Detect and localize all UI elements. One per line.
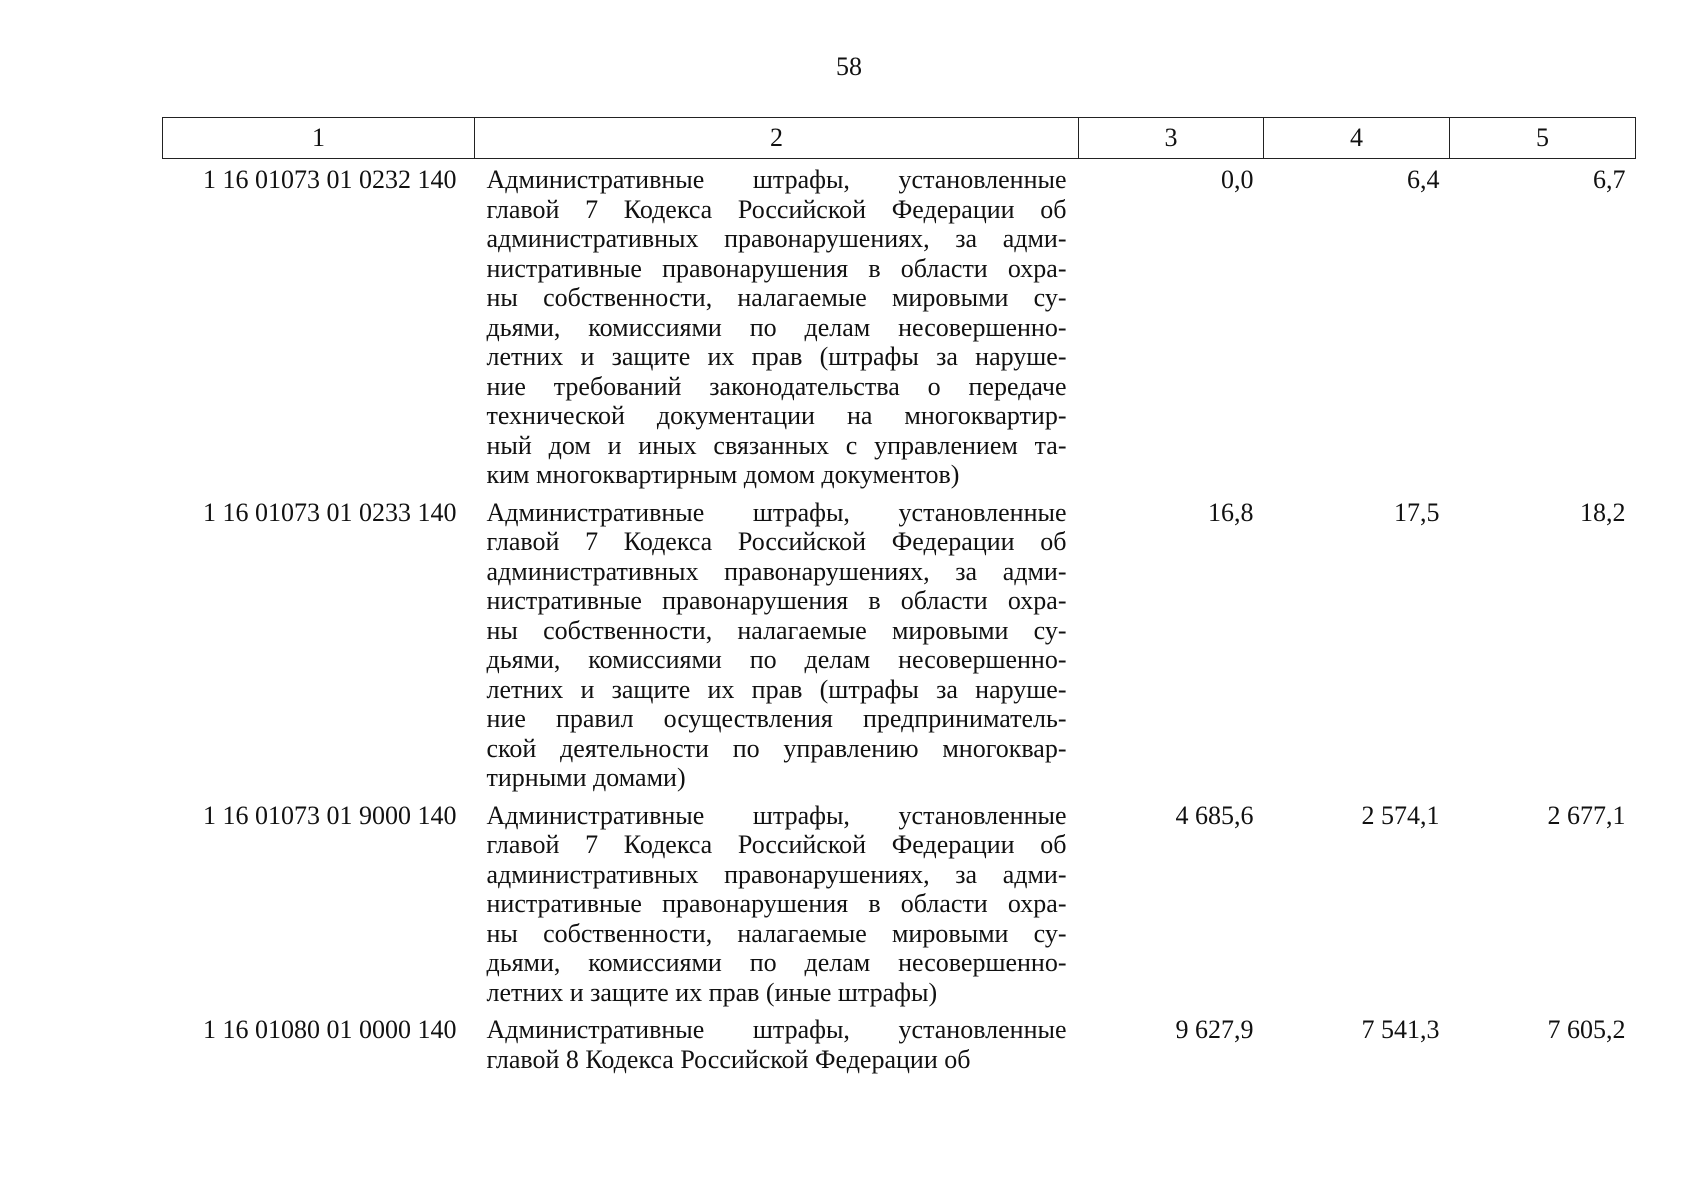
amount-cell-5: 18,2 [1580,497,1626,527]
description-line: ны собственности, налагаемые мировыми су- [486,615,1067,645]
header-cell-3: 3 [1079,118,1264,159]
description-cell [475,795,1079,1010]
table-row [163,159,1636,492]
table-row [163,795,1636,1010]
amount-cell-4: 17,5 [1394,497,1440,527]
description-line: Административные штрафы, установленные [486,165,1067,194]
budget-code-cell: 1 16 01080 01 0000 140 [203,1015,457,1044]
amount-cell-3: 0,0 [1221,165,1254,194]
description-cell [475,492,1079,795]
description-line: Административные штрафы, установленные [486,497,1067,527]
amount-cell-5: 6,7 [1593,165,1626,194]
amount-cell-3: 16,8 [1208,497,1254,527]
description-line: главой 8 Кодекса Российской Федерации об [486,1044,971,1074]
amount-cell-4: 7 541,3 [1361,1015,1440,1044]
description-line: Административные штрафы, установленные [486,800,1067,830]
description-line: дьями, комиссиями по делам несовершенно- [486,948,1067,977]
amount-cell-3: 4 685,6 [1175,800,1254,830]
amount-cell-5: 7 605,2 [1547,1015,1626,1044]
budget-code-cell: 1 16 01073 01 0232 140 [203,165,457,194]
description-line: главой 7 Кодекса Российской Федерации об [486,527,1067,556]
description-line: летних и защите их прав (штрафы за наруше- [486,342,1067,371]
amount-cell-5: 2 677,1 [1547,800,1626,830]
description-line: дьями, комиссиями по делам несовершенно- [486,645,1067,674]
description-line: ны собственности, налагаемые мировыми су- [486,283,1067,312]
amount-cell-3: 9 627,9 [1175,1015,1254,1044]
description-cell [475,1009,1079,1076]
budget-code-cell: 1 16 01073 01 0233 140 [203,497,457,527]
amount-cell-4: 2 574,1 [1361,800,1440,830]
header-cell-1: 1 [163,118,475,159]
description-line: главой 7 Кодекса Российской Федерации об [486,194,1067,224]
header-cell-5: 5 [1450,118,1636,159]
description-line: ние требований законодательства о передаче [486,371,1067,401]
description-line: дьями, комиссиями по делам несовершенно- [486,312,1067,342]
description-line: главой 7 Кодекса Российской Федерации об [486,830,1067,859]
description-line: тирными домами) [486,763,686,792]
description-cell [475,159,1079,492]
table-row [163,1009,1636,1076]
amount-cell-4: 6,4 [1407,165,1440,194]
description-line: административных правонарушениях, за адми- [486,859,1067,889]
description-line: ный дом и иных связанных с управлением та- [486,430,1067,460]
description-line: технической документации на многоквартир- [486,401,1067,430]
description-line: административных правонарушениях, за адми- [486,556,1067,586]
table-header-row [163,118,1636,159]
header-cell-2: 2 [475,118,1079,159]
budget-code-cell: 1 16 01073 01 9000 140 [203,800,457,830]
description-line: летних и защите их прав (штрафы за наруше- [486,674,1067,704]
description-line: административных правонарушениях, за адми- [486,224,1067,253]
description-line: ние правил осуществления предприниматель- [486,704,1067,733]
table-row [163,492,1636,795]
description-line: летних и защите их прав (иные штрафы) [486,977,938,1007]
description-line: нистративные правонарушения в области охра- [486,889,1067,918]
description-line: ской деятельности по управлению многоквар- [486,733,1067,763]
page-number: 58 [836,52,862,81]
description-line: ким многоквартирным домом документов) [486,460,960,489]
header-cell-4: 4 [1264,118,1450,159]
description-line: Административные штрафы, установленные [486,1015,1067,1044]
table-body [163,159,1636,1077]
budget-revenue-table [162,117,1636,1076]
description-line: нистративные правонарушения в области охра- [486,586,1067,615]
description-line: нистративные правонарушения в области охра- [486,253,1067,283]
description-line: ны собственности, налагаемые мировыми су- [486,918,1067,948]
